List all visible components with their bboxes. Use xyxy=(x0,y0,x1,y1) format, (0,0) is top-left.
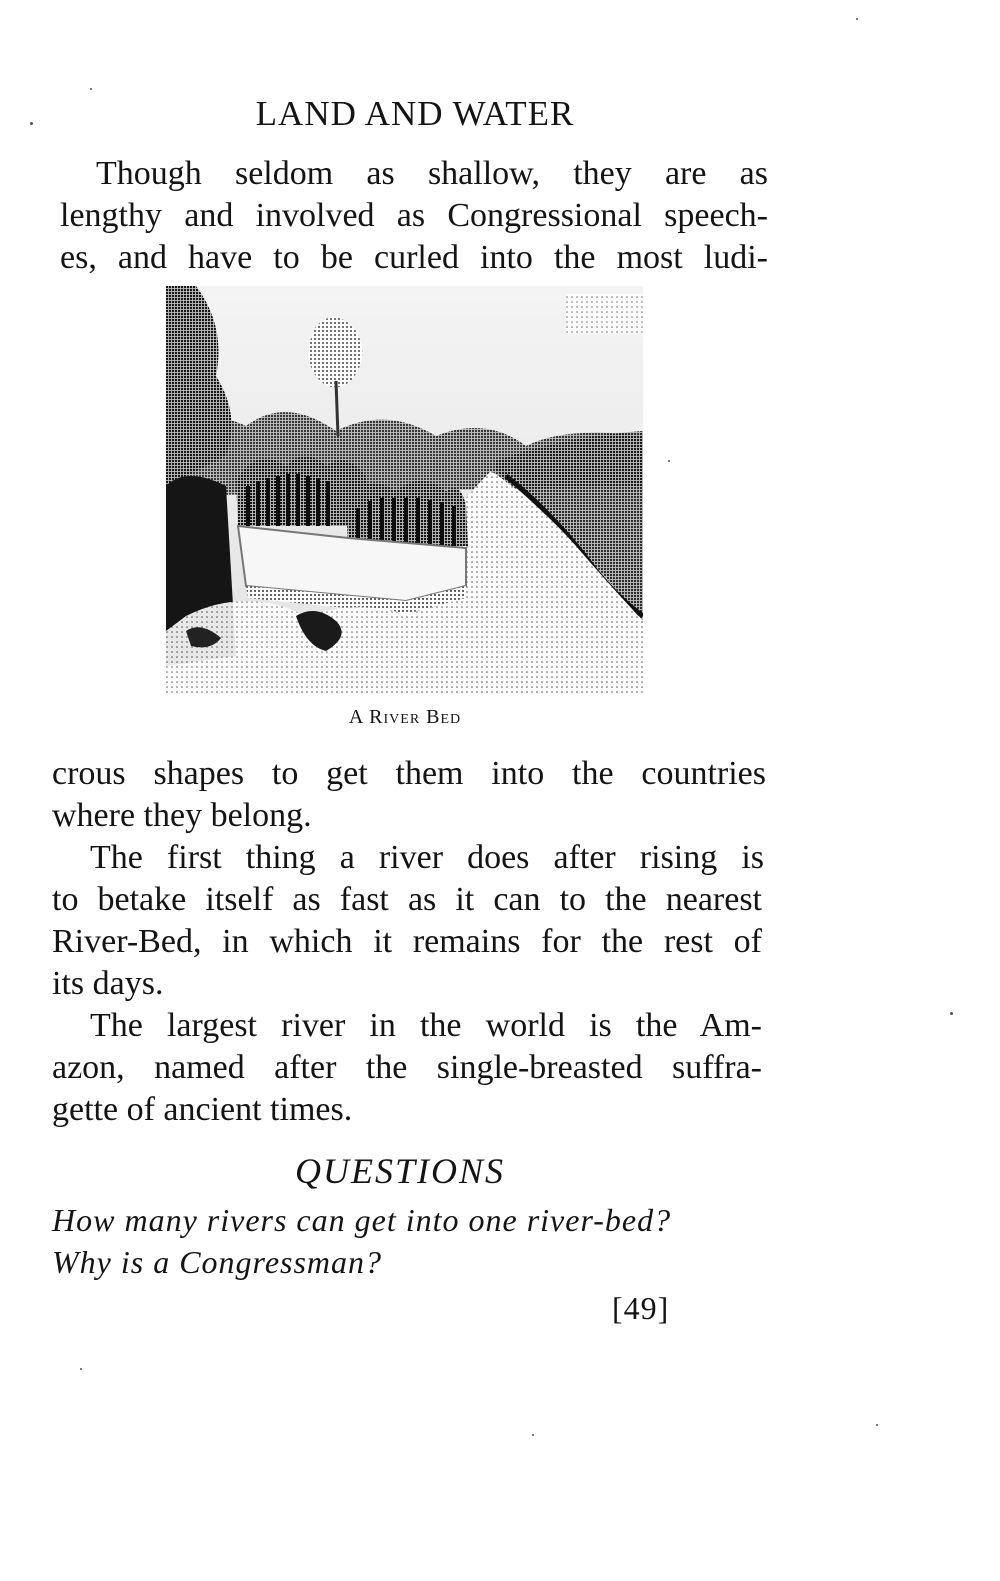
question-item: Why is a Congressman? xyxy=(52,1244,383,1280)
text-line: es, and have to be curled into the most ludi- xyxy=(60,239,768,276)
text-line: to betake itself as fast as it can to the nearest xyxy=(52,881,762,918)
text-line: River-Bed, in which it remains for the rest of xyxy=(52,923,762,960)
questions-heading: QUESTIONS xyxy=(294,1151,505,1191)
page-number: [49] xyxy=(612,1290,670,1326)
text-line: gette of ancient times. xyxy=(52,1091,353,1128)
figure-caption: A River Bed xyxy=(348,706,462,728)
scan-speck xyxy=(950,1012,953,1015)
scan-speck xyxy=(668,460,670,462)
text-line: crous shapes to get them into the countries xyxy=(52,755,766,792)
question-item: How many rivers can get into one river-bed? xyxy=(52,1202,672,1238)
scan-speck xyxy=(532,1434,534,1436)
text-line: azon, named after the single-breasted suffra- xyxy=(52,1049,762,1086)
text-line: The largest river in the world is the Am- xyxy=(90,1007,762,1044)
text-line: lengthy and involved as Congressional speech- xyxy=(60,197,768,234)
scan-speck xyxy=(90,88,92,90)
river-bed-illustration xyxy=(166,286,643,694)
text-line: Though seldom as shallow, they are as xyxy=(96,155,768,192)
scan-speck xyxy=(856,18,858,20)
text-line: its days. xyxy=(52,965,164,1002)
scan-speck xyxy=(30,122,33,125)
scan-speck xyxy=(876,1424,878,1426)
text-line: The first thing a river does after rising is xyxy=(90,839,764,876)
running-head: LAND AND WATER xyxy=(255,94,575,133)
text-line: where they belong. xyxy=(52,797,312,834)
scan-speck xyxy=(80,1368,82,1370)
